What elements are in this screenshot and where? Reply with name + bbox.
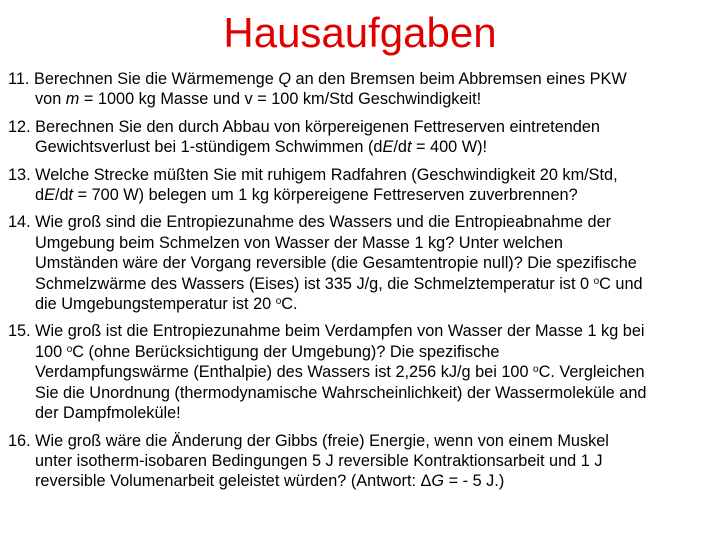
- italic-variable: t: [406, 138, 412, 157]
- page-title: Hausaufgaben: [223, 9, 497, 56]
- italic-variable: E: [44, 186, 55, 205]
- task-item: [8, 212, 714, 314]
- task-item: [8, 69, 714, 110]
- task-line: Umgebung beim Schmelzen von Wasser der Masse 1 kg? Unter welchen: [35, 233, 563, 252]
- task-number: 13.: [8, 165, 36, 184]
- task-item: [8, 117, 714, 158]
- italic-variable: m: [65, 90, 80, 109]
- task-line: 13. Welche Strecke müßten Sie mit ruhigem Radfahren (Geschwindigkeit 20 km/Std,: [8, 165, 618, 184]
- task-item: [8, 321, 714, 423]
- task-number: 11.: [8, 70, 34, 88]
- task-number: 14.: [8, 213, 36, 232]
- italic-variable: G: [431, 472, 445, 491]
- task-number: 15.: [8, 322, 36, 341]
- task-number: 16.: [8, 431, 36, 450]
- degree-superscript: o: [66, 343, 73, 355]
- degree-superscript: o: [533, 364, 539, 376]
- italic-variable: Q: [278, 70, 291, 88]
- task-line: reversible Volumenarbeit geleistet würden? (Antwort: ΔG = - 5 J.): [35, 472, 505, 491]
- task-line: Sie die Unordnung (thermodynamische Wahrscheinlichkeit) der Wassermoleküle and: [35, 383, 647, 402]
- task-line: Umständen wäre der Vorgang reversible (die Gesamtentropie null)? Die spezifische: [35, 254, 637, 273]
- task-item: [8, 431, 714, 492]
- task-line: Verdampfungswärme (Enthalpie) des Wassers ist 2,256 kJ/g bei 100 $^o$C. Vergleichen: [35, 363, 645, 382]
- task-line: der Dampfmoleküle!: [35, 404, 181, 423]
- italic-variable: E: [382, 138, 394, 157]
- task-line: von m = 1000 kg Masse und v = 100 km/Std Geschwindigkeit!: [35, 90, 482, 109]
- degree-superscript: o: [593, 275, 600, 287]
- task-line: 15. Wie groß ist die Entropiezunahme beim Verdampfen von Wasser der Masse 1 kg bei: [8, 322, 645, 341]
- task-line: die Umgebungstemperatur ist 20 $^o$C.: [35, 295, 298, 314]
- task-number: 12.: [8, 117, 36, 136]
- task-line: 11. Berechnen Sie die Wärmemenge Q an den Bremsen beim Abbremsen eines PKW: [8, 70, 627, 88]
- task-line: 14. Wie groß sind die Entropiezunahme des Wassers und die Entropieabnahme der: [8, 213, 612, 232]
- task-line: 100 $^o$C (ohne Berücksichtigung der Umgebung)? Die spezifische: [35, 342, 500, 361]
- task-line: dE/dt = 700 W) belegen um 1 kg körpereigene Fettreserven zuverbrennen?: [35, 186, 578, 205]
- task-line: 16. Wie groß wäre die Änderung der Gibbs (freie) Energie, wenn von einem Muskel: [8, 431, 609, 450]
- task-line: unter isotherm-isobaren Bedingungen 5 J reversible Kontraktionsarbeit und 1 J: [35, 451, 603, 470]
- degree-superscript: o: [275, 296, 282, 308]
- italic-variable: t: [68, 186, 74, 205]
- task-item: [8, 165, 714, 206]
- homework-task-list: [8, 69, 714, 499]
- task-line: Gewichtsverlust bei 1-stündigem Schwimmen (dE/dt = 400 W)!: [35, 138, 488, 157]
- task-line: 12. Berechnen Sie den durch Abbau von körpereigenen Fettreserven eintretenden: [8, 117, 600, 136]
- task-line: Schmelzwärme des Wassers (Eises) ist 335 J/g, die Schmelztemperatur ist 0 $^o$C und: [35, 274, 643, 293]
